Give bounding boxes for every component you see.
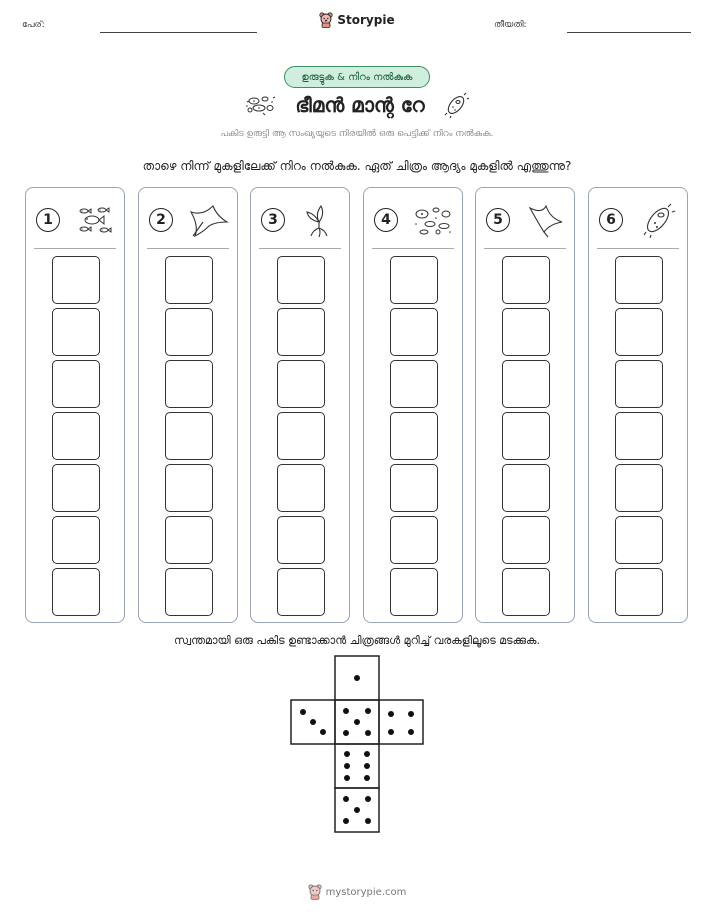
date-field[interactable] xyxy=(567,32,691,33)
pip xyxy=(343,818,349,824)
pip xyxy=(364,775,370,781)
color-box[interactable] xyxy=(390,568,438,616)
color-box[interactable] xyxy=(615,568,663,616)
page-title: ഭീമൻ മാന്റ റേ xyxy=(295,93,425,117)
activity-pill: ഉരുട്ടുക & നിറം നൽകുക xyxy=(284,66,430,88)
pip xyxy=(320,729,326,735)
color-box[interactable] xyxy=(390,308,438,356)
color-box[interactable] xyxy=(502,464,550,512)
color-box[interactable] xyxy=(277,360,325,408)
pip xyxy=(408,711,414,717)
color-box[interactable] xyxy=(165,568,213,616)
column-1 xyxy=(25,187,125,623)
color-box[interactable] xyxy=(390,360,438,408)
bear-icon xyxy=(308,884,322,900)
seaweed-icon xyxy=(299,202,341,238)
pip xyxy=(388,729,394,735)
color-box[interactable] xyxy=(165,464,213,512)
color-box[interactable] xyxy=(502,412,550,460)
column-2 xyxy=(138,187,238,623)
column-number: 6 xyxy=(599,208,623,232)
column-4 xyxy=(363,187,463,623)
column-3 xyxy=(250,187,350,623)
pip xyxy=(388,711,394,717)
column-number: 1 xyxy=(36,208,60,232)
manta-ray-icon xyxy=(524,202,566,238)
pip xyxy=(343,708,349,714)
color-box[interactable] xyxy=(277,568,325,616)
instruction: താഴെ നിന്ന് മുകളിലേക്ക് നിറം നൽകുക. ഏത് ചിത്രം ആദ്യം മുകളിൽ എത്തുന്നു? xyxy=(142,159,572,173)
column-number: 4 xyxy=(374,208,398,232)
color-box[interactable] xyxy=(615,256,663,304)
color-box[interactable] xyxy=(165,516,213,564)
color-box[interactable] xyxy=(52,568,100,616)
column-6 xyxy=(588,187,688,623)
color-box[interactable] xyxy=(615,516,663,564)
name-field[interactable] xyxy=(100,32,257,33)
pip xyxy=(343,730,349,736)
color-box[interactable] xyxy=(277,412,325,460)
color-box[interactable] xyxy=(277,516,325,564)
color-box[interactable] xyxy=(502,360,550,408)
manta-ray-icon xyxy=(187,202,229,238)
pip xyxy=(364,751,370,757)
column-number: 5 xyxy=(486,208,510,232)
color-box[interactable] xyxy=(390,412,438,460)
color-box[interactable] xyxy=(502,308,550,356)
plankton-icon xyxy=(245,93,277,117)
color-box[interactable] xyxy=(52,308,100,356)
pip xyxy=(344,775,350,781)
footer-url[interactable]: mystorypie.com xyxy=(325,886,407,898)
color-box[interactable] xyxy=(390,256,438,304)
die-face-right xyxy=(379,700,423,744)
color-box[interactable] xyxy=(502,256,550,304)
column-number: 2 xyxy=(149,208,173,232)
color-box[interactable] xyxy=(390,464,438,512)
microbe-icon xyxy=(443,92,469,118)
color-box[interactable] xyxy=(165,360,213,408)
pip xyxy=(354,675,360,681)
color-box[interactable] xyxy=(165,308,213,356)
footer xyxy=(0,884,714,900)
brand-logo xyxy=(0,12,714,28)
color-box[interactable] xyxy=(277,256,325,304)
date-label: തീയതി: xyxy=(494,20,527,30)
color-box[interactable] xyxy=(52,516,100,564)
color-box[interactable] xyxy=(277,308,325,356)
color-box[interactable] xyxy=(502,568,550,616)
column-number: 3 xyxy=(261,208,285,232)
pip xyxy=(354,807,360,813)
color-box[interactable] xyxy=(52,412,100,460)
pip xyxy=(365,730,371,736)
name-label: പേര്: xyxy=(22,20,45,30)
color-box[interactable] xyxy=(52,464,100,512)
die-face-lower xyxy=(335,744,379,788)
color-box[interactable] xyxy=(502,516,550,564)
fish-school-icon xyxy=(74,202,116,238)
pip xyxy=(408,729,414,735)
color-box[interactable] xyxy=(52,256,100,304)
pip xyxy=(365,818,371,824)
color-box[interactable] xyxy=(277,464,325,512)
pip xyxy=(365,796,371,802)
title-row xyxy=(0,92,714,118)
pip xyxy=(354,719,360,725)
color-box[interactable] xyxy=(390,516,438,564)
pip xyxy=(344,751,350,757)
subtitle: പകിട ഉരുട്ടി ആ സംഖ്യയുടെ നിരയിൽ ഒരു പെട്ടിക്ക് നിറം നൽകുക. xyxy=(220,129,494,139)
brand-name: Storypie xyxy=(337,13,395,27)
pip xyxy=(343,796,349,802)
pip xyxy=(365,708,371,714)
color-box[interactable] xyxy=(165,256,213,304)
die-net xyxy=(290,655,424,835)
color-box[interactable] xyxy=(615,412,663,460)
color-box[interactable] xyxy=(615,464,663,512)
pip xyxy=(300,709,306,715)
pip xyxy=(310,719,316,725)
color-box[interactable] xyxy=(615,360,663,408)
microbe-icon xyxy=(637,202,679,238)
plankton-icon xyxy=(412,202,454,238)
color-box[interactable] xyxy=(615,308,663,356)
bear-icon xyxy=(319,12,333,28)
color-box[interactable] xyxy=(165,412,213,460)
pip xyxy=(364,763,370,769)
pip xyxy=(344,763,350,769)
cutout-instruction: സ്വന്തമായി ഒരു പകിട ഉണ്ടാക്കാൻ ചിത്രങ്ങൾ മുറിച്ച് വരകളിലൂടെ മടക്കുക. xyxy=(174,634,540,647)
color-box[interactable] xyxy=(52,360,100,408)
column-5 xyxy=(475,187,575,623)
